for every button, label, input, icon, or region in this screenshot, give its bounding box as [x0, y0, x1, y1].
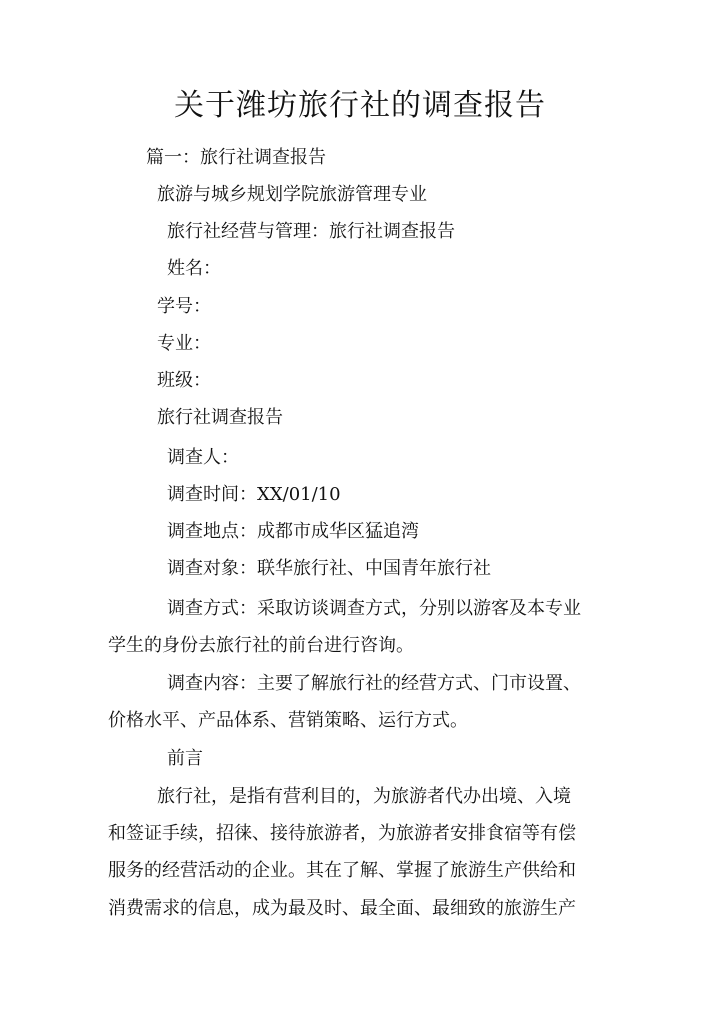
preface-heading: 前言 — [167, 748, 203, 769]
content-line-2: 价格水平、产品体系、营销策略、运行方式。 — [108, 710, 468, 731]
name-field: 姓名： — [167, 258, 221, 279]
class-field: 班级： — [157, 370, 211, 391]
body-line-3: 服务的经营活动的企业。其在了解、掌握了旅游生产供给和 — [108, 860, 576, 881]
school-line: 旅游与城乡规划学院旅游管理专业 — [157, 184, 427, 205]
course-line: 旅行社经营与管理：旅行社调查报告 — [167, 221, 455, 242]
major-field: 专业： — [157, 333, 211, 354]
survey-time: 调查时间：XX/01/10 — [167, 484, 341, 505]
document-title: 关于潍坊旅行社的调查报告 — [174, 88, 546, 123]
body-line-1: 旅行社，是指有营利目的，为旅游者代办出境、入境 — [157, 786, 571, 807]
method-line-1: 调查方式：采取访谈调查方式，分别以游客及本专业 — [167, 598, 581, 619]
survey-object: 调查对象：联华旅行社、中国青年旅行社 — [167, 558, 491, 579]
method-line-2: 学生的身份去旅行社的前台进行咨询。 — [108, 635, 414, 656]
investigator-field: 调查人： — [167, 447, 239, 468]
chapter-heading: 篇一：旅行社调查报告 — [146, 147, 326, 168]
report-subtitle: 旅行社调查报告 — [157, 407, 283, 428]
body-line-2: 和签证手续，招徕、接待旅游者，为旅游者安排食宿等有偿 — [108, 823, 576, 844]
student-id-field: 学号： — [157, 296, 211, 317]
survey-place: 调查地点：成都市成华区猛追湾 — [167, 521, 419, 542]
content-line-1: 调查内容：主要了解旅行社的经营方式、门市设置、 — [167, 673, 581, 694]
body-line-4: 消费需求的信息，成为最及时、最全面、最细致的旅游生产 — [108, 898, 576, 919]
